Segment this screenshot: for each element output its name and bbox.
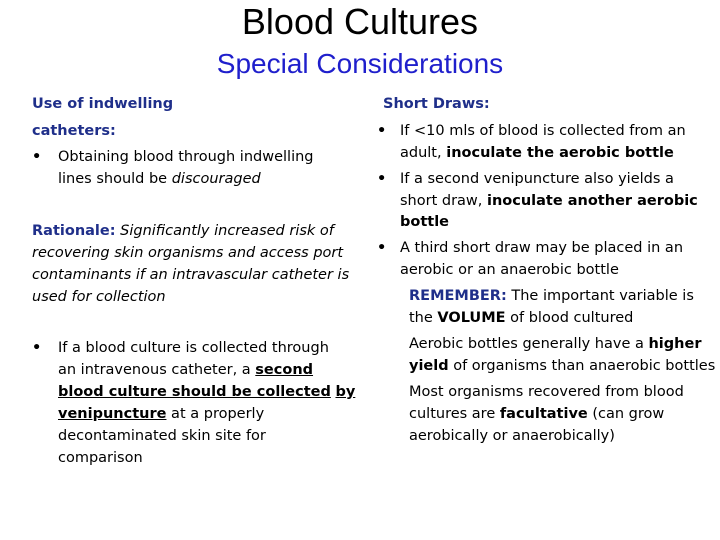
right-bullet1-line1: If <10 mls of blood is collected from an [400,123,686,139]
right-bullet2-line2: short draw, inoculate another aerobic [400,193,698,209]
right-bullet2-line1: If a second venipuncture also yields a [400,171,674,187]
left-bullet2-line5: decontaminated skin site for [58,428,266,444]
right-bullet1-line2: adult, inoculate the aerobic bottle [400,145,674,161]
rationale-line2: recovering skin organisms and access port [32,245,344,261]
rationale-line1: Rationale: Significantly increased risk of [32,223,334,239]
aerobic-line1: Aerobic bottles generally have a higher [409,336,702,352]
bullet-marker: • [32,340,42,356]
right-bullet3-line2: aerobic or an anaerobic bottle [400,262,619,278]
left-bullet2-line4: venipuncture at a properly [58,406,265,422]
right-bullet3-line1: A third short draw may be placed in an [400,240,684,256]
bullet-marker: • [377,240,387,256]
right-heading: Short Draws: [383,96,490,112]
remember-label: REMEMBER: [409,288,507,304]
rationale-line3: contaminants if an intravascular catheter is [32,267,350,283]
left-bullet2-line1: If a blood culture is collected through [58,340,329,356]
remember-line2: the VOLUME of blood cultured [409,310,634,326]
left-bullet2-line3: blood culture should be collected by [58,384,356,400]
right-bullet2-line3: bottle [400,214,450,230]
left-bullet2-line2: an intravenous catheter, a second [58,362,314,378]
rationale-label: Rationale: [32,223,116,239]
left-bullet2-line6: comparison [58,450,143,466]
slide-subtitle: Special Considerations [216,48,504,79]
left-bullet1-line2: lines should be discouraged [58,171,261,187]
most-line3: aerobically or anaerobically) [409,428,615,444]
left-bullet1-line1: Obtaining blood through indwelling [58,149,314,165]
bullet-marker: • [377,123,387,139]
most-line1: Most organisms recovered from blood [409,384,684,400]
rationale-line4: used for collection [32,289,166,305]
slide-title: Blood Cultures [241,1,479,42]
left-heading-line1: Use of indwelling [32,96,174,112]
most-line2: cultures are facultative (can grow [409,406,665,422]
left-heading-line2: catheters: [32,123,116,139]
aerobic-line2: yield of organisms than anaerobic bottles [409,358,716,374]
bullet-marker: • [377,171,387,187]
bullet-marker: • [32,149,42,165]
remember-line1: REMEMBER: The important variable is [409,288,694,304]
